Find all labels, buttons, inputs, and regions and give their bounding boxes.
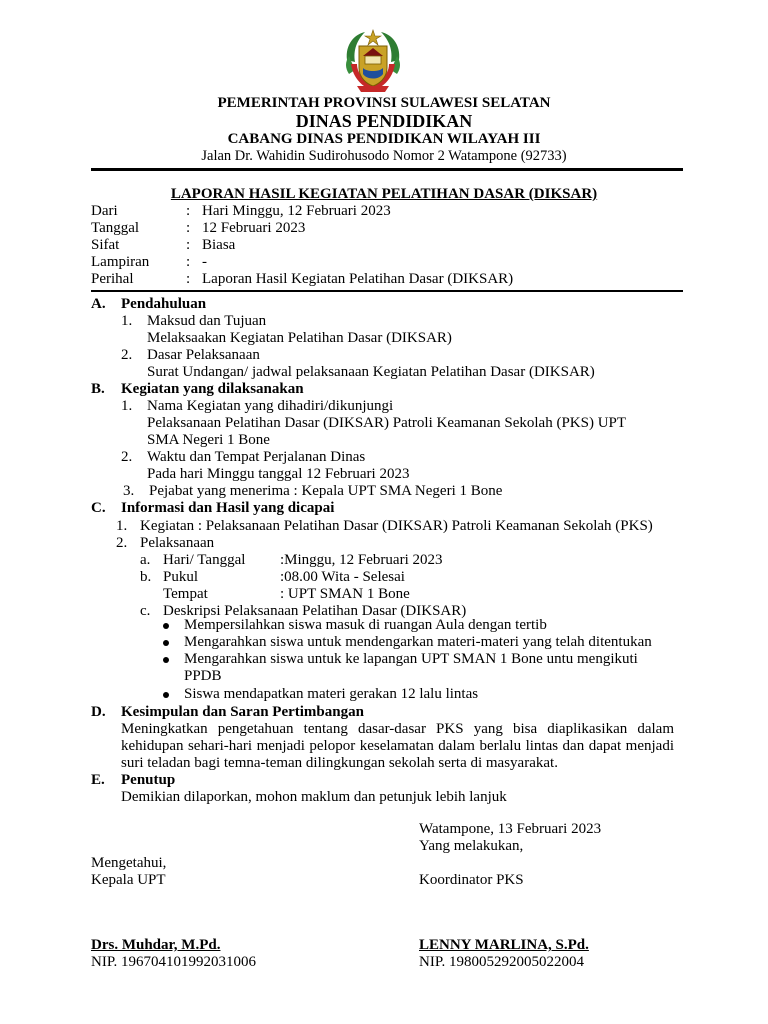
sub-label: Deskripsi Pelaksanaan Pelatihan Dasar (DIKSAR)	[163, 603, 467, 619]
meta-sep: :	[186, 254, 191, 270]
letterhead-branch: CABANG DINAS PENDIDIKAN WILAYAH III	[227, 131, 541, 147]
bullet-icon	[163, 657, 169, 663]
list-number: 2.	[121, 449, 133, 465]
list-item-title: Dasar Pelaksanaan	[147, 347, 260, 363]
meta-label-tanggal: Tanggal	[91, 220, 140, 236]
list-number: 1.	[121, 398, 133, 414]
section-a-title: Pendahuluan	[121, 296, 207, 312]
signature-right-name: LENNY MARLINA, S.Pd.	[419, 937, 589, 953]
list-item-text: Pelaksanaan Pelatihan Dasar (DIKSAR) Patroli Keamanan Sekolah (PKS) UPT	[147, 415, 627, 431]
meta-value-sifat: Biasa	[202, 237, 236, 253]
list-item-text: Melaksaakan Kegiatan Pelatihan Dasar (DIKSAR)	[147, 330, 452, 346]
signature-by: Yang melakukan,	[419, 838, 524, 854]
meta-divider	[91, 290, 683, 292]
sub-label: Hari/ Tanggal	[163, 552, 246, 568]
section-b-title: Kegiatan yang dilaksanakan	[121, 381, 304, 397]
signature-acknowledged: Mengetahui,	[91, 855, 167, 871]
list-item-text: Surat Undangan/ jadwal pelaksanaan Kegiatan Pelatihan Dasar (DIKSAR)	[147, 364, 595, 380]
meta-sep: :	[186, 271, 191, 287]
meta-value-lampiran: -	[202, 254, 207, 270]
sub-label: Pukul	[163, 569, 199, 585]
list-item-title: Pejabat yang menerima : Kepala UPT SMA Negeri 1 Bone	[149, 483, 503, 499]
list-item-title: Nama Kegiatan yang dihadiri/dikunjungi	[147, 398, 394, 414]
section-d-paragraph: Meningkatkan pengetahuan tentang dasar-dasar PKS yang bisa diaplikasikan dalam kehidupan sehari-hari menjadi pelopor keselamatan dalam berlalu lintas dan dapat menjadi suri teladan bagi temna-teman dilingkungan sekolah serta di masyarakat.	[121, 721, 674, 771]
bullet-icon	[163, 623, 169, 629]
section-d-title: Kesimpulan dan Saran Pertimbangan	[121, 704, 364, 720]
letterhead-agency: DINAS PENDIDIKAN	[295, 111, 473, 131]
list-number: 2.	[116, 535, 128, 551]
letterhead-address: Jalan Dr. Wahidin Sudirohusodo Nomor 2 Watampone (92733)	[201, 148, 567, 164]
section-d-letter: D.	[91, 704, 106, 720]
sub-label: Tempat	[163, 586, 208, 602]
bullet-icon	[163, 640, 169, 646]
letterhead-divider	[91, 168, 683, 171]
sub-value: :Minggu, 12 Februari 2023	[280, 552, 443, 568]
signature-right-role: Koordinator PKS	[419, 872, 524, 888]
list-item-text: SMA Negeri 1 Bone	[147, 432, 270, 448]
list-item-text: Pelaksanaan	[140, 535, 215, 551]
meta-label-perihal: Perihal	[91, 271, 134, 287]
list-item-text: Pada hari Minggu tanggal 12 Februari 2023	[147, 466, 410, 482]
signature-right-nip: NIP. 198005292005022004	[419, 954, 585, 970]
section-b-letter: B.	[91, 381, 105, 397]
list-number: 1.	[121, 313, 133, 329]
list-item-text: Kegiatan : Pelaksanaan Pelatihan Dasar (DIKSAR) Patroli Keamanan Sekolah (PKS)	[140, 518, 653, 534]
provincial-emblem-icon	[337, 24, 409, 96]
signature-left-nip: NIP. 196704101992031006	[91, 954, 257, 970]
bullet-icon	[163, 692, 169, 698]
meta-sep: :	[186, 203, 191, 219]
report-title: LAPORAN HASIL KEGIATAN PELATIHAN DASAR (DIKSAR)	[170, 186, 598, 202]
meta-value-dari: Hari Minggu, 12 Februari 2023	[202, 203, 391, 219]
meta-sep: :	[186, 237, 191, 253]
sub-letter: a.	[140, 552, 151, 568]
sub-value: :08.00 Wita - Selesai	[280, 569, 405, 585]
signature-place-date: Watampone, 13 Februari 2023	[419, 821, 602, 837]
section-c-letter: C.	[91, 500, 106, 516]
bullet-text: Siswa mendapatkan materi gerakan 12 lalu lintas	[184, 686, 479, 702]
signature-left-role: Kepala UPT	[91, 872, 166, 888]
section-a-letter: A.	[91, 296, 106, 312]
letterhead-government: PEMERINTAH PROVINSI SULAWESI SELATAN	[217, 95, 551, 111]
bullet-text: Mengarahkan siswa untuk mendengarkan materi-materi yang telah ditentukan	[184, 634, 652, 650]
bullet-text-continued: PPDB	[184, 668, 222, 684]
sub-letter: b.	[140, 569, 152, 585]
meta-label-sifat: Sifat	[91, 237, 120, 253]
section-c-title: Informasi dan Hasil yang dicapai	[121, 500, 335, 516]
bullet-text: Mempersilahkan siswa masuk di ruangan Aula dengan tertib	[184, 617, 547, 633]
list-number: 2.	[121, 347, 133, 363]
list-item-title: Waktu dan Tempat Perjalanan Dinas	[147, 449, 366, 465]
meta-value-tanggal: 12 Februari 2023	[202, 220, 306, 236]
signature-left-name: Drs. Muhdar, M.Pd.	[91, 937, 221, 953]
section-e-text: Demikian dilaporkan, mohon maklum dan petunjuk lebih lanjuk	[121, 789, 507, 805]
bullet-text: Mengarahkan siswa untuk ke lapangan UPT SMAN 1 Bone untu mengikuti	[184, 651, 638, 667]
list-number: 1.	[116, 518, 128, 534]
sub-value: : UPT SMAN 1 Bone	[280, 586, 410, 602]
sub-letter: c.	[140, 603, 151, 619]
list-item-title: Maksud dan Tujuan	[147, 313, 267, 329]
list-number: 3.	[123, 483, 135, 499]
section-e-letter: E.	[91, 772, 105, 788]
meta-value-perihal: Laporan Hasil Kegiatan Pelatihan Dasar (DIKSAR)	[202, 271, 514, 287]
meta-label-dari: Dari	[91, 203, 118, 219]
meta-label-lampiran: Lampiran	[91, 254, 150, 270]
section-e-title: Penutup	[121, 772, 176, 788]
meta-sep: :	[186, 220, 191, 236]
